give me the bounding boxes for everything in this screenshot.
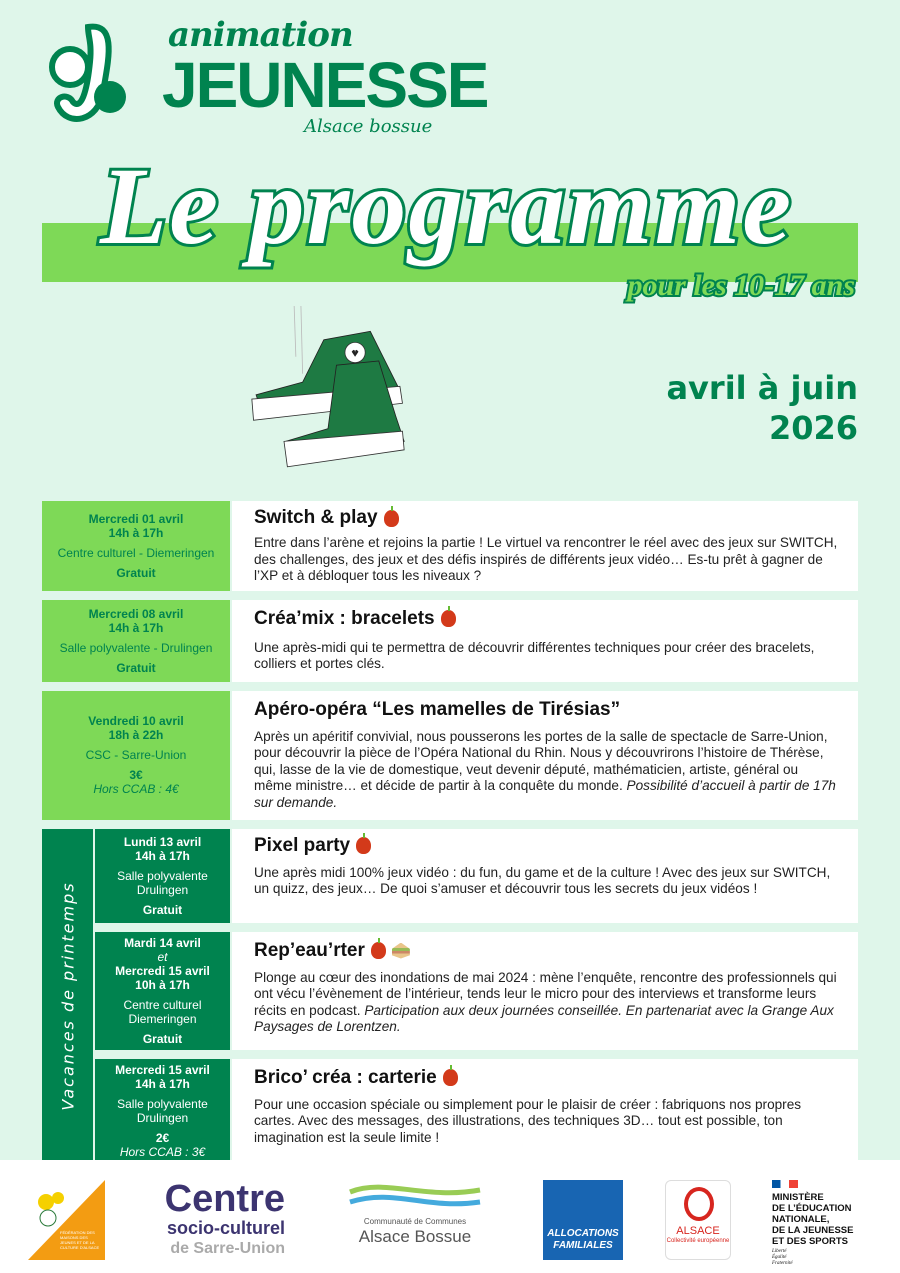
logo-cc-alsace-bossue <box>345 1180 485 1260</box>
event-row <box>95 829 858 923</box>
event-time: 14h à 17h <box>135 1076 190 1091</box>
event-place-town: Diemeringen <box>128 1011 197 1026</box>
fdmjc-text: FÉDÉRATION DES MAISONS DES JEUNES ET DE LA CULTURE D'ALSACE <box>60 1230 100 1250</box>
french-flag <box>772 1180 798 1188</box>
vacation-group <box>42 829 858 1163</box>
cc-l2: Alsace Bossue <box>358 1227 472 1246</box>
event-description <box>254 970 838 1036</box>
description-note: Participation aux deux journées conseillée. En partenariat avec la Grange Aux Paysages de Lorentzen. <box>254 1002 834 1034</box>
event-time: 18h à 22h <box>108 728 164 742</box>
event-row <box>42 600 858 682</box>
event-date: Vendredi 10 avril <box>88 714 184 728</box>
event-title: Créa’mix : bracelets <box>254 607 435 629</box>
event-place-town: Drulingen <box>136 882 189 897</box>
event-and: et <box>157 949 168 964</box>
cc-l1: Communauté de Communes <box>363 1217 467 1226</box>
event-title: Switch & play <box>254 507 378 528</box>
logo-alsace-bossue: Alsace bossue <box>304 116 433 137</box>
sandwich-icon <box>392 943 410 959</box>
event-time: 14h à 17h <box>135 848 190 863</box>
logo-centre-socio-culturel <box>145 1180 285 1260</box>
event-description: Une après midi 100% jeux vidéo : du fun, du game et de la culture ! Avec des jeux sur SWITCH, un quizz, des jeux… De quoi s’amuser et découvrir tous les secrets du jeux vidéos ! <box>254 864 831 896</box>
event-info <box>95 1059 230 1163</box>
min-l4: DE LA JEUNESSE <box>772 1225 854 1236</box>
events-list <box>42 501 858 1163</box>
event-content <box>232 501 858 591</box>
alsace-l2: Collectivité européenne <box>666 1238 730 1244</box>
age-subtitle: pour les 10-17 ans <box>627 269 855 302</box>
alsace-l1: ALSACE <box>676 1225 720 1237</box>
logo-mark <box>48 22 128 132</box>
event-description: Entre dans l’arène et rejoins la partie ! Le virtuel va rencontrer le réel avec des jeux sur SWITCH, des challenges, des jeux et des défis inspirés de différents jeux vidéo… Es-tu prêt à gagner de l’XP et à débloquer tous les niveaux ? <box>254 535 838 583</box>
csc-l3: de Sarre-Union <box>170 1240 285 1257</box>
logo-caf <box>543 1180 623 1260</box>
event-info <box>42 691 230 820</box>
event-price-note: Hors CCAB : 3€ <box>119 1144 206 1159</box>
caf-l1: ALLOCATIONS <box>547 1228 619 1239</box>
event-place: CSC - Sarre-Union <box>85 748 187 762</box>
event-row <box>42 691 858 820</box>
apple-icon <box>441 610 456 627</box>
apple-icon <box>443 1069 458 1086</box>
logo-animation: animation <box>168 15 353 55</box>
event-place: Centre culturel - Diemeringen <box>57 545 215 560</box>
event-row <box>95 1059 858 1163</box>
alsace-emblem <box>684 1187 714 1221</box>
event-price: 3€ <box>129 768 143 782</box>
event-description <box>254 729 838 812</box>
event-place: Salle polyvalente <box>117 868 208 883</box>
apple-icon <box>356 837 371 854</box>
event-content <box>232 829 858 923</box>
event-title: Pixel party <box>254 834 351 856</box>
event-content <box>232 600 858 682</box>
event-description: Une après-midi qui te permettra de découvrir différentes techniques pour créer des bracelets, colliers et portes clés. <box>254 639 815 671</box>
event-title: Rep’eau’rter <box>254 939 365 961</box>
logo-fdmjc <box>28 1180 105 1260</box>
page-title: Le programme <box>100 145 794 267</box>
event-price-note: Hors CCAB : 4€ <box>93 782 179 796</box>
event-price: Gratuit <box>116 660 156 675</box>
event-price: Gratuit <box>142 902 183 917</box>
event-date: Mercredi 08 avril <box>88 606 184 621</box>
event-place: Salle polyvalente <box>117 1096 208 1111</box>
csc-l1: Centre <box>164 1178 285 1220</box>
event-content <box>232 691 858 820</box>
logo-alsace <box>665 1180 731 1260</box>
description-note: Possibilité d’accueil à partir de 17h sur demande. <box>254 778 836 810</box>
logo-jeunesse: JEUNESSE <box>162 49 488 121</box>
event-place: Centre culturel <box>123 997 202 1012</box>
event-title: Apéro-opéra “Les mamelles de Tirésias” <box>254 698 621 720</box>
event-description: Pour une occasion spéciale ou simplement pour le plaisir de créer : fabriquons nos propres cartes. Avec des messages, des illustrations, des techniques 3D… tout est possible, ton imagination est la seule limite ! <box>254 1096 802 1145</box>
csc-l2: socio-culturel <box>166 1218 285 1238</box>
event-time: 10h à 17h <box>135 977 190 992</box>
min-l3: NATIONALE, <box>772 1214 830 1225</box>
event-date: Lundi 13 avril <box>123 834 202 849</box>
event-info <box>95 932 230 1050</box>
event-date: Mercredi 15 avril <box>115 1062 210 1077</box>
min-l5: ET DES SPORTS <box>772 1236 849 1247</box>
event-title: Brico’ créa : carterie <box>254 1066 437 1088</box>
description-text: Après un apéritif convivial, nous pousserons les portes de la salle de spectacle de Sarre-Union, pour découvrir la pièce de l’Opéra National du Rhin. Nous y découvrirons l’histoire de Thérèse, qui, lasse de la vie de domestique, veut devenir député, mathématicien, artiste, général ou même ministre… et décide de partir à la conquête du monde. <box>254 728 828 793</box>
min-l1: MINISTÈRE <box>772 1192 824 1203</box>
event-date-2: Mercredi 15 avril <box>115 963 210 978</box>
min-l2: DE L’ÉDUCATION <box>772 1203 852 1214</box>
event-row <box>42 501 858 591</box>
vacation-events <box>95 829 858 1163</box>
caf-l2: FAMILIALES <box>553 1240 613 1251</box>
event-price: Gratuit <box>116 565 156 580</box>
event-info <box>42 600 230 682</box>
event-time: 14h à 17h <box>108 525 164 540</box>
event-date: Mercredi 01 avril <box>88 511 184 526</box>
event-price: 2€ <box>155 1130 170 1145</box>
event-date: Mardi 14 avril <box>124 935 201 950</box>
event-time: 14h à 17h <box>108 620 164 635</box>
event-info <box>95 829 230 923</box>
logo-ministere <box>772 1180 882 1266</box>
sneakers-illustration <box>228 306 428 471</box>
event-info <box>42 501 230 591</box>
period <box>666 368 858 448</box>
description-text: Plonge au cœur des inondations de mai 2024 : mène l’enquête, rencontre des professionnels qui ont vécu l’évènement de l’intérieur, tends leur le micro pour des interviews et transforme leurs récits en podcast. <box>254 969 837 1018</box>
event-place-town: Drulingen <box>136 1110 189 1125</box>
period-year: 2026 <box>768 409 858 447</box>
vacation-label: Vacances de printemps <box>58 880 77 1111</box>
min-motto: Liberté Égalité Fraternité <box>772 1249 793 1266</box>
event-row <box>95 932 858 1050</box>
event-content <box>232 932 858 1050</box>
event-content <box>232 1059 858 1163</box>
event-price: Gratuit <box>142 1031 183 1046</box>
period-months: avril à juin <box>666 369 858 407</box>
apple-icon <box>371 942 386 959</box>
apple-icon <box>384 510 399 527</box>
event-place: Salle polyvalente - Drulingen <box>59 640 213 655</box>
vacation-band <box>42 829 93 1163</box>
